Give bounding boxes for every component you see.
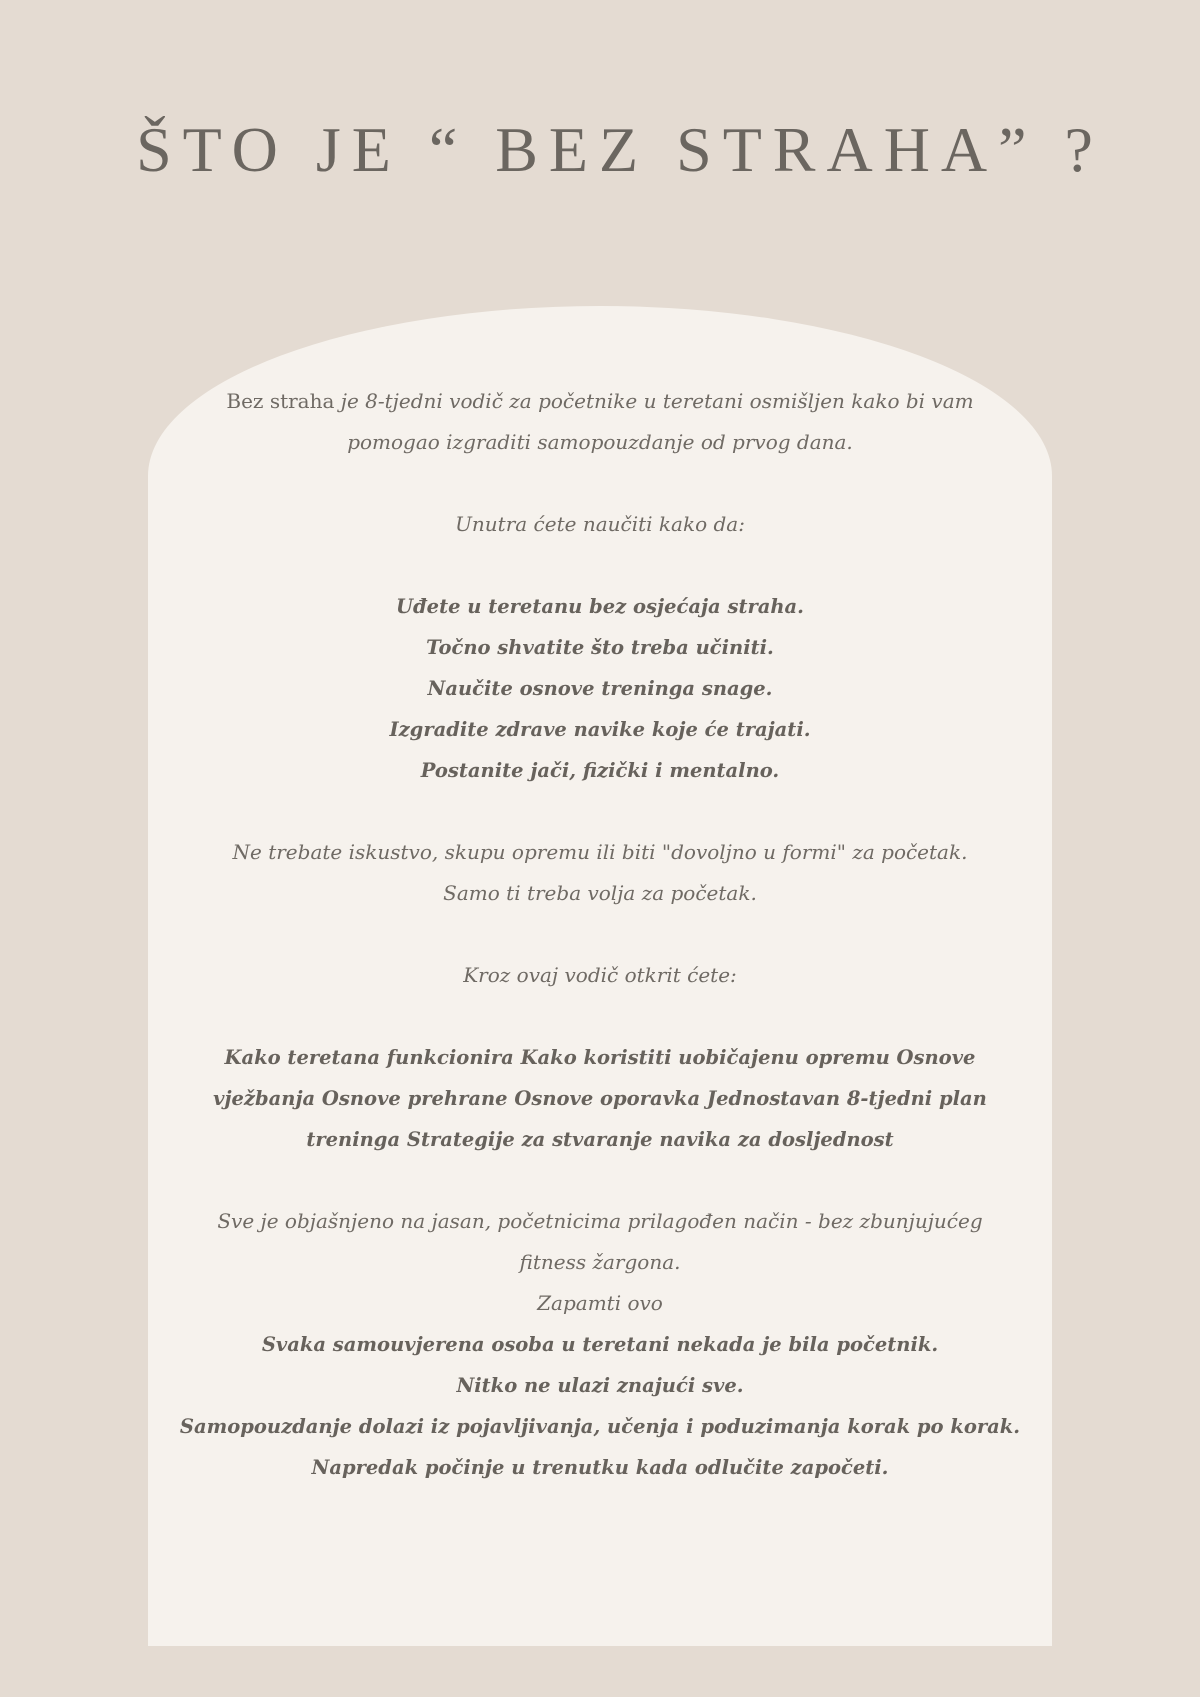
remember-item: Samopouzdanje dolazi iz pojavljivanja, učenja i poduzimanja korak po korak. [179, 1415, 1021, 1438]
discover-text: Kako teretana funkcionira Kako koristiti uobičajenu opremu Osnove vježbanja Osnove prehrane Osnove oporavka Jednostavan 8-tjedni plan treninga Strategije za stvaranje navika za dosljednost [213, 1046, 987, 1151]
spacer [148, 1160, 1052, 1201]
remember-heading: Zapamti ovo [537, 1291, 663, 1315]
page-title: ŠTO JE “ BEZ STRAHA” ? [136, 114, 1104, 185]
explained-text: Sve je objašnjeno na jasan, početnicima prilagođen način - bez zbunjujućeg fitness žargona. [217, 1209, 983, 1274]
intro-lead: Bez straha [226, 389, 341, 413]
intro-rest: je 8-tjedni vodič za početnike u teretani osmišljen kako bi vam pomogao izgraditi samopouzdanje od prvog dana. [340, 389, 974, 454]
spacer [148, 914, 1052, 955]
spacer [148, 996, 1052, 1037]
learn-item: Naučite osnove treninga snage. [427, 677, 773, 700]
learn-heading: Unutra ćete naučiti kako da: [455, 512, 745, 536]
no-experience-line: Ne trebate iskustvo, skupu opremu ili biti "dovoljno u formi" za početak. [232, 840, 968, 864]
discover-heading: Kroz ovaj vodič otkrit ćete: [463, 963, 737, 987]
no-experience-line: Samo ti treba volja za početak. [443, 881, 757, 905]
remember-item: Svaka samouvjerena osoba u teretani nekada je bila početnik. [261, 1333, 939, 1356]
remember-item: Napredak počinje u trenutku kada odlučite započeti. [311, 1456, 889, 1479]
learn-item: Točno shvatite što treba učiniti. [426, 636, 774, 659]
spacer [148, 545, 1052, 586]
content-body [148, 381, 1052, 1488]
learn-item: Postanite jači, fizički i mentalno. [420, 759, 780, 782]
learn-item: Izgradite zdrave navike koje će trajati. [389, 718, 811, 741]
spacer [148, 791, 1052, 832]
spacer [148, 463, 1052, 504]
intro-paragraph [185, 381, 1015, 463]
learn-item: Uđete u teretanu bez osjećaja straha. [396, 595, 804, 618]
remember-item: Nitko ne ulazi znajući sve. [456, 1374, 744, 1397]
